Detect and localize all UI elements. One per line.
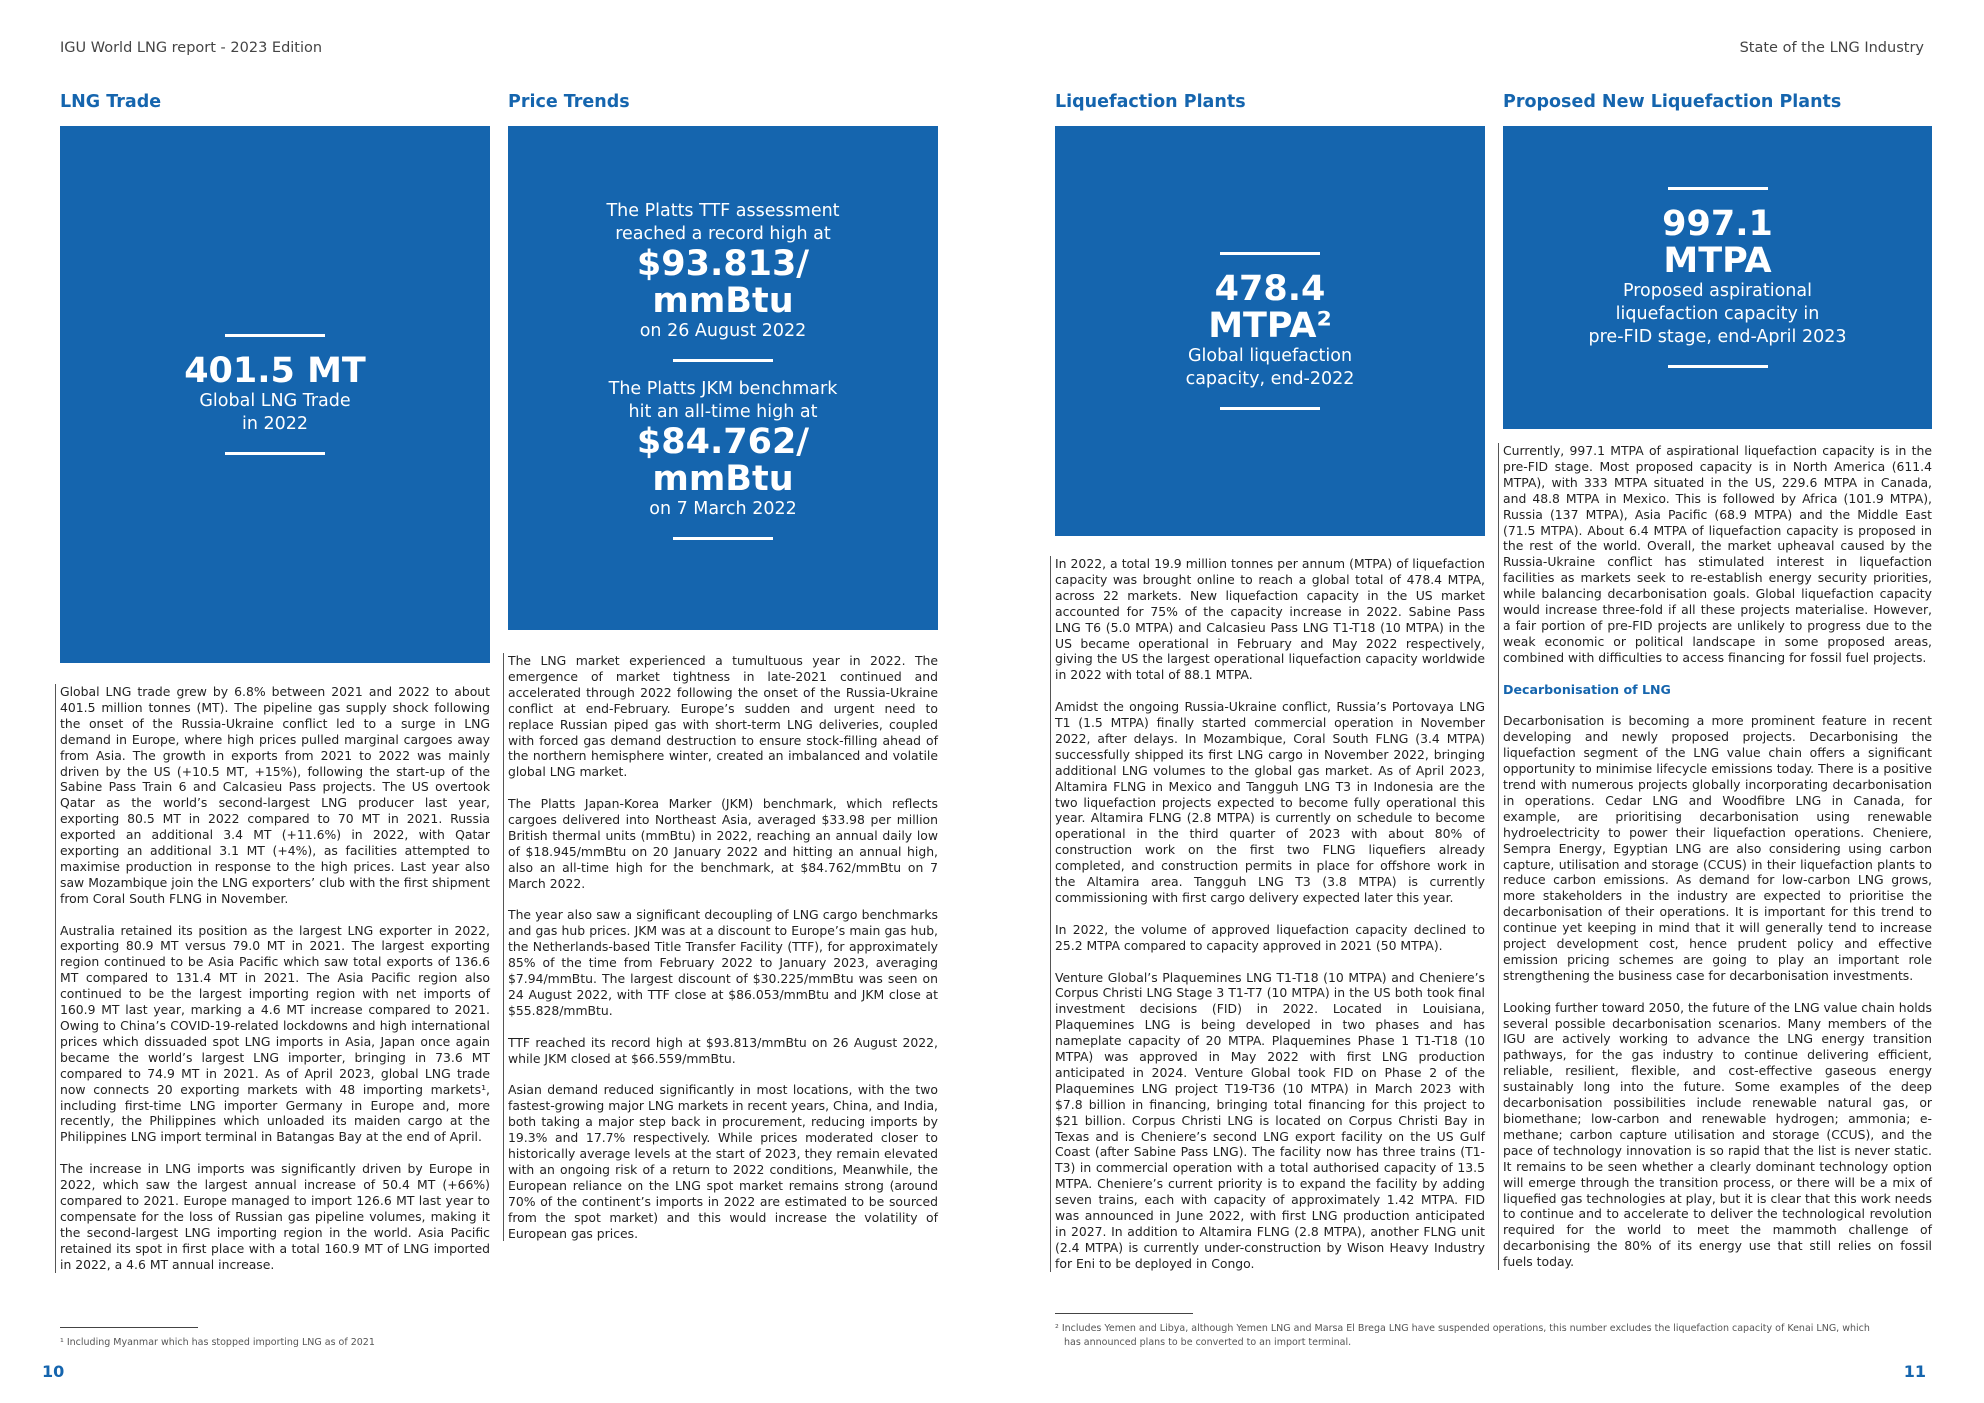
paragraph: The Platts Japan-Korea Marker (JKM) benchmark, which reflects cargoes delivered into Northeast Asia, averaged $33.98 per million British thermal units (mmBtu) in 2022, reaching an annual daily low of $18.945/mmBtu on 20 January 2022 and hitting an annual high, also an all-time high for the benchmark, at $84.762/mmBtu on 7 March 2022. — [508, 796, 938, 891]
paragraph: Decarbonisation is becoming a more prominent feature in recent developing and newly proposed projects. Decarbonising the liquefaction segment of the LNG value chain offers a significant opportunity to minimise lifecycle emissions today. There is a positive trend with numerous projects globally incorporating decarbonisation in operations. Cedar LNG and Woodfibre LNG in Canada, for example, are prioritising decarbonisation using renewable hydroelectricity to power their liquefaction operations. Cheniere, Sempra Energy, Egyptian LNG are also considering using carbon capture, utilisation and storage (CCUS) in their liquefaction plants to reduce carbon emissions. As demand for low-carbon LNG grows, more stakeholders in the industry are expected to prioritise the decarbonisation of their operations. It is important for this trend to continue yet keeping in mind that it will generally tend to increase project development cost, hence prudent policy and effective emission pricing schemes are going to play an important role strengthening the business case for decarbonisation investments. — [1503, 713, 1932, 983]
footnote-right-line-2: has announced plans to be converted to an import terminal. — [1064, 1337, 1352, 1348]
paragraph: Looking further toward 2050, the future of the LNG value chain holds several possible decarbonisation scenarios. Many members of the IGU are actively working to advance the LNG energy transition pathways, for the gas industry to continue delivering efficient, reliable, resilient, flexible, and cost-effective gaseous energy sustainably long into the future. Some examples of the deep decarbonisation possibilities include renewable natural gas, or biomethane; low-carbon and renewable hydrogen; ammonia; e-methane; carbon capture utilisation and storage (CCUS), and the pace of technology innovation is so rapid that the list is never static. It remains to be seen whether a clearly dominant technology option will emerge through the transition process, or there will be a mix of liquefied gas technologies at play, but it is clear that this work needs to continue and to accelerate to deliver the technological revolution required for the world to meet the mammoth challenge of decarbonising the 80% of its energy use that still relies on fossil fuels today. — [1503, 999, 1932, 1270]
page-number-left: 10 — [42, 1362, 65, 1381]
paragraph: Global LNG trade grew by 6.8% between 2021 and 2022 to about 401.5 million tonnes (MT). The pipeline gas supply shock following the onset of the Russia-Ukraine conflict led to a surge in LNG demand in Europe, where high prices pulled marginal cargoes away from Asia. The growth in exports from 2021 to 2022 was mainly driven by the US (+10.5 MT, +15%), following the start-up of the Sabine Pass Train 6 and Calcasieu Pass projects. The US overtook Qatar as the world’s second-largest LNG producer last year, exporting 80.5 MT in 2022 compared to 70 MT in 2021. Russia exported an additional 3.4 MT (+11.6%) in 2022, with Qatar exporting an additional 3.1 MT (+4%), as facilities attempted to maximise production in response to the high prices. Last year also saw Mozambique join the LNG exporters’ club with the first shipment from Coral South FLNG in November. — [60, 684, 490, 906]
paragraph: Australia retained its position as the largest LNG exporter in 2022, exporting 80.9 MT versus 79.0 MT in 2021. The largest exporting region continued to be Asia Pacific which saw total exports of 136.6 MT compared to 131.4 MT in 2021. The Asia Pacific region also continued to be the largest importing region with net imports of 160.9 MT last year, marking a 4.6 MT increase compared to 2021. Owing to China’s COVID-19-related lockdowns and high international prices which dissuaded spot LNG imports in Asia, Japan once again became the world’s largest LNG importer, bringing in 73.6 MT compared to 74.9 MT in 2021. As of April 2023, global LNG trade now connects 20 exporting markets with 48 importing markets¹, including first-time LNG importer Germany in Europe and, more recently, the Philippines which unloaded its maiden cargo at the Philippines LNG import terminal in Batangas Bay at the end of April. — [60, 922, 490, 1145]
paragraph: In 2022, a total 19.9 million tonnes per annum (MTPA) of liquefaction capacity was brought online to reach a global total of 478.4 MTPA, across 22 markets. New liquefaction capacity in the US market accounted for 75% of the capacity increase in 2022. Sabine Pass LNG T6 (5.0 MTPA) and Calcasieu Pass LNG T1-T18 (10 MTPA) in the US became operational in February and May 2022 respectively, giving the US the largest operational liquefaction capacity worldwide in 2022 with total of 88.1 MTPA. — [1055, 556, 1485, 683]
liquefaction-title: Liquefaction Plants — [1055, 92, 1246, 112]
liquefaction-stat-caption-2: capacity, end-2022 — [1185, 369, 1355, 389]
lng-trade-stat-caption-2: in 2022 — [241, 414, 309, 434]
paragraph: Amidst the ongoing Russia-Ukraine conflict, Russia’s Portovaya LNG T1 (1.5 MTPA) finally started commercial operation in November 2022, after delays. In Mozambique, Coral South FLNG (3.4 MTPA) successfully shipped its first LNG cargo in November 2022, bringing additional LNG volumes to the global gas market. As of April 2023, Altamira FLNG in Mexico and Tangguh LNG T3 in Indonesia are the two liquefaction projects expected to become fully operational this year. Altamira FLNG (2.8 MTPA) is currently on schedule to become operational in the third quarter of 2023 with about 80% of construction work on the first two FLNG liquefiers already completed, and construction permits in place for offshore work in the Altamira area. Tangguh LNG T3 (3.8 MTPA) is currently commissioning with first cargo delivery expected later this year. — [1055, 699, 1485, 906]
liquefaction-stat-box — [1055, 126, 1485, 536]
ttf-lead-1: The Platts TTF assessment — [606, 201, 840, 221]
proposed-stat-box — [1503, 126, 1932, 429]
paragraph: TTF reached its record high at $93.813/mmBtu on 26 August 2022, while JKM closed at $66.559/mmBtu. — [508, 1034, 938, 1066]
ttf-date: on 26 August 2022 — [639, 321, 807, 341]
proposed-stat-value-1: 997.1 — [1662, 204, 1773, 244]
paragraph: Venture Global’s Plaquemines LNG T1-T18 (10 MTPA) and Cheniere’s Corpus Christi LNG Stage 3 T1-T7 (10 MTPA) in the US both took final investment decisions (FID) in 2022. Located in Louisiana, Plaquemines LNG is being developed in two phases and has nameplate capacity of 20 MTPA. Plaquemines Phase 1 T1-T18 (10 MTPA) was approved in May 2022 with first LNG production anticipated in 2024. Venture Global took FID on Phase 2 of the Plaquemines LNG project T19-T36 (10 MTPA) in March 2023 with $7.8 billion in financing, bringing total financing for this project to $21 billion. Corpus Christi LNG is located on Corpus Christi Bay in Texas and is Cheniere’s second LNG export facility on the US Gulf Coast (after Sabine Pass LNG). The facility now has three trains (T1-T3) in commercial operation with a total authorised capacity of 13.5 MTPA. Cheniere’s current priority is to expand the facility by adding seven trains, each with capacity of approximately 1.42 MTPA. FID was announced in June 2022, with first LNG production anticipated in 2027. In addition to Altamira FLNG (2.8 MTPA), another FLNG unit (2.4 MTPA) is currently under-construction by Wison Heavy Industry for Eni to be deployed in Congo. — [1055, 969, 1485, 1271]
price-trends-stat-box — [508, 126, 938, 630]
proposed-stat-caption-3: pre-FID stage, end-April 2023 — [1588, 327, 1847, 347]
ttf-lead-2: reached a record high at — [615, 224, 831, 244]
liquefaction-column — [1055, 92, 1485, 1272]
footnote-rule-left — [60, 1327, 198, 1328]
liquefaction-body — [1050, 556, 1485, 1272]
lng-trade-title: LNG Trade — [60, 92, 162, 112]
ttf-value-1: $93.813/ — [636, 244, 810, 284]
proposed-stat-caption-1: Proposed aspirational — [1623, 281, 1812, 301]
running-header-right: State of the LNG Industry — [1739, 40, 1924, 56]
stat-divider — [1220, 407, 1320, 410]
proposed-body — [1498, 443, 1932, 1270]
lng-trade-body — [55, 684, 490, 1273]
liquefaction-stat-caption-1: Global liquefaction — [1187, 346, 1353, 366]
paragraph: The year also saw a significant decoupling of LNG cargo benchmarks and gas hub prices. JKM was at a discount to Europe’s main gas hub, the Netherlands-based Title Transfer Facility (TTF), for approximately 85% of the time from February 2022 to January 2023, averaging $7.94/mmBtu. The largest discount of $30.225/mmBtu was seen on 24 August 2022, with TTF close at $86.053/mmBtu and JKM close at $55.828/mmBtu. — [508, 907, 938, 1018]
lng-trade-stat-value: 401.5 MT — [184, 351, 366, 391]
proposed-stat-value-2: MTPA — [1663, 241, 1772, 281]
price-trends-title: Price Trends — [508, 92, 630, 112]
jkm-value-1: $84.762/ — [636, 422, 810, 462]
paragraph: The increase in LNG imports was significantly driven by Europe in 2022, which saw the largest annual increase of 50.4 MT (+66%) compared to 2021. Europe managed to import 126.6 MT last year to compensate for the loss of Russian gas pipeline volumes, making it the second-largest LNG importing region in the world. Asia Pacific retained its spot in first place with a total 160.9 MT of LNG imported in 2022, a 4.6 MT annual increase. — [60, 1161, 490, 1272]
proposed-plants-column — [1503, 92, 1932, 1270]
lng-trade-stat-caption-1: Global LNG Trade — [199, 391, 351, 411]
page-number-right: 11 — [1903, 1362, 1926, 1381]
stat-divider — [673, 537, 773, 540]
lng-trade-stat-box — [60, 126, 490, 663]
decarbonisation-subheading: Decarbonisation of LNG — [1503, 681, 1671, 697]
liquefaction-stat-value-2: MTPA² — [1208, 306, 1332, 346]
proposed-stat-caption-2: liquefaction capacity in — [1615, 304, 1820, 324]
stat-divider — [673, 359, 773, 362]
jkm-lead-1: The Platts JKM benchmark — [608, 379, 838, 399]
stat-divider — [1668, 365, 1768, 368]
lng-trade-column — [60, 92, 490, 1273]
jkm-value-2: mmBtu — [652, 459, 794, 499]
paragraph: Currently, 997.1 MTPA of aspirational liquefaction capacity is in the pre-FID stage. Most proposed capacity is in North America (611.4 MTPA), with 333 MTPA situated in the US, 229.6 MTPA in Canada, and 48.8 MTPA in Mexico. This is followed by Africa (101.9 MTPA), Russia (137 MTPA), Asia Pacific (68.9 MTPA) and the Middle East (71.5 MTPA). About 6.4 MTPA of liquefaction capacity is proposed in the rest of the world. Overall, the market upheaval caused by the Russia-Ukraine conflict has stimulated interest in liquefaction facilities as markets seek to re-establish energy security priorities, while balancing decarbonisation goals. Global liquefaction capacity would increase three-fold if all these projects materialise. However, a fair portion of pre-FID projects are unlikely to progress due to the weak economic or political landscape in some proposed areas, combined with difficulties to access financing for fossil fuel projects. — [1503, 443, 1932, 665]
footnote-right-line-1: ² Includes Yemen and Libya, although Yemen LNG and Marsa El Brega LNG have suspended operations, this number excludes the liquefaction capacity of Kenai LNG, which — [1055, 1323, 1870, 1334]
paragraph: The LNG market experienced a tumultuous year in 2022. The emergence of market tightness in late-2021 continued and accelerated through 2022 following the onset of the Russia-Ukraine conflict at end-February. Europe’s sudden and urgent need to replace Russian piped gas with short-term LNG deliveries, coupled with forced gas demand destruction to ensure stock-filling ahead of the northern hemisphere winter, created an imbalanced and volatile global LNG market. — [508, 653, 938, 780]
price-trends-column — [508, 92, 938, 1241]
stat-divider — [225, 452, 325, 455]
stat-divider — [1668, 187, 1768, 190]
stat-divider — [1220, 252, 1320, 255]
jkm-lead-2: hit an all-time high at — [628, 402, 818, 422]
paragraph: In 2022, the volume of approved liquefaction capacity declined to 25.2 MTPA compared to capacity approved in 2021 (50 MTPA). — [1055, 921, 1485, 953]
footnote-rule-right — [1055, 1313, 1193, 1314]
ttf-value-2: mmBtu — [652, 281, 794, 321]
price-trends-body — [503, 653, 938, 1241]
liquefaction-stat-value-1: 478.4 — [1214, 269, 1326, 309]
stat-divider — [225, 334, 325, 337]
proposed-plants-title: Proposed New Liquefaction Plants — [1503, 92, 1842, 112]
paragraph: Asian demand reduced significantly in most locations, with the two fastest-growing major LNG markets in recent years, China, and India, both taking a major step back in procurement, reducing imports by 19.3% and 17.7% respectively. While prices moderated closer to historically average levels at the start of 2023, they remain elevated with an ongoing risk of a return to 2022 conditions, Meanwhile, the European reliance on the LNG spot market remains strong (around 70% of the continent’s imports in 2022 are estimated to be sourced from the spot market) and this would increase the volatility of European gas prices. — [508, 1082, 938, 1241]
footnote-left: ¹ Including Myanmar which has stopped importing LNG as of 2021 — [60, 1337, 375, 1348]
jkm-date: on 7 March 2022 — [649, 499, 797, 519]
running-header-left: IGU World LNG report - 2023 Edition — [60, 40, 323, 56]
